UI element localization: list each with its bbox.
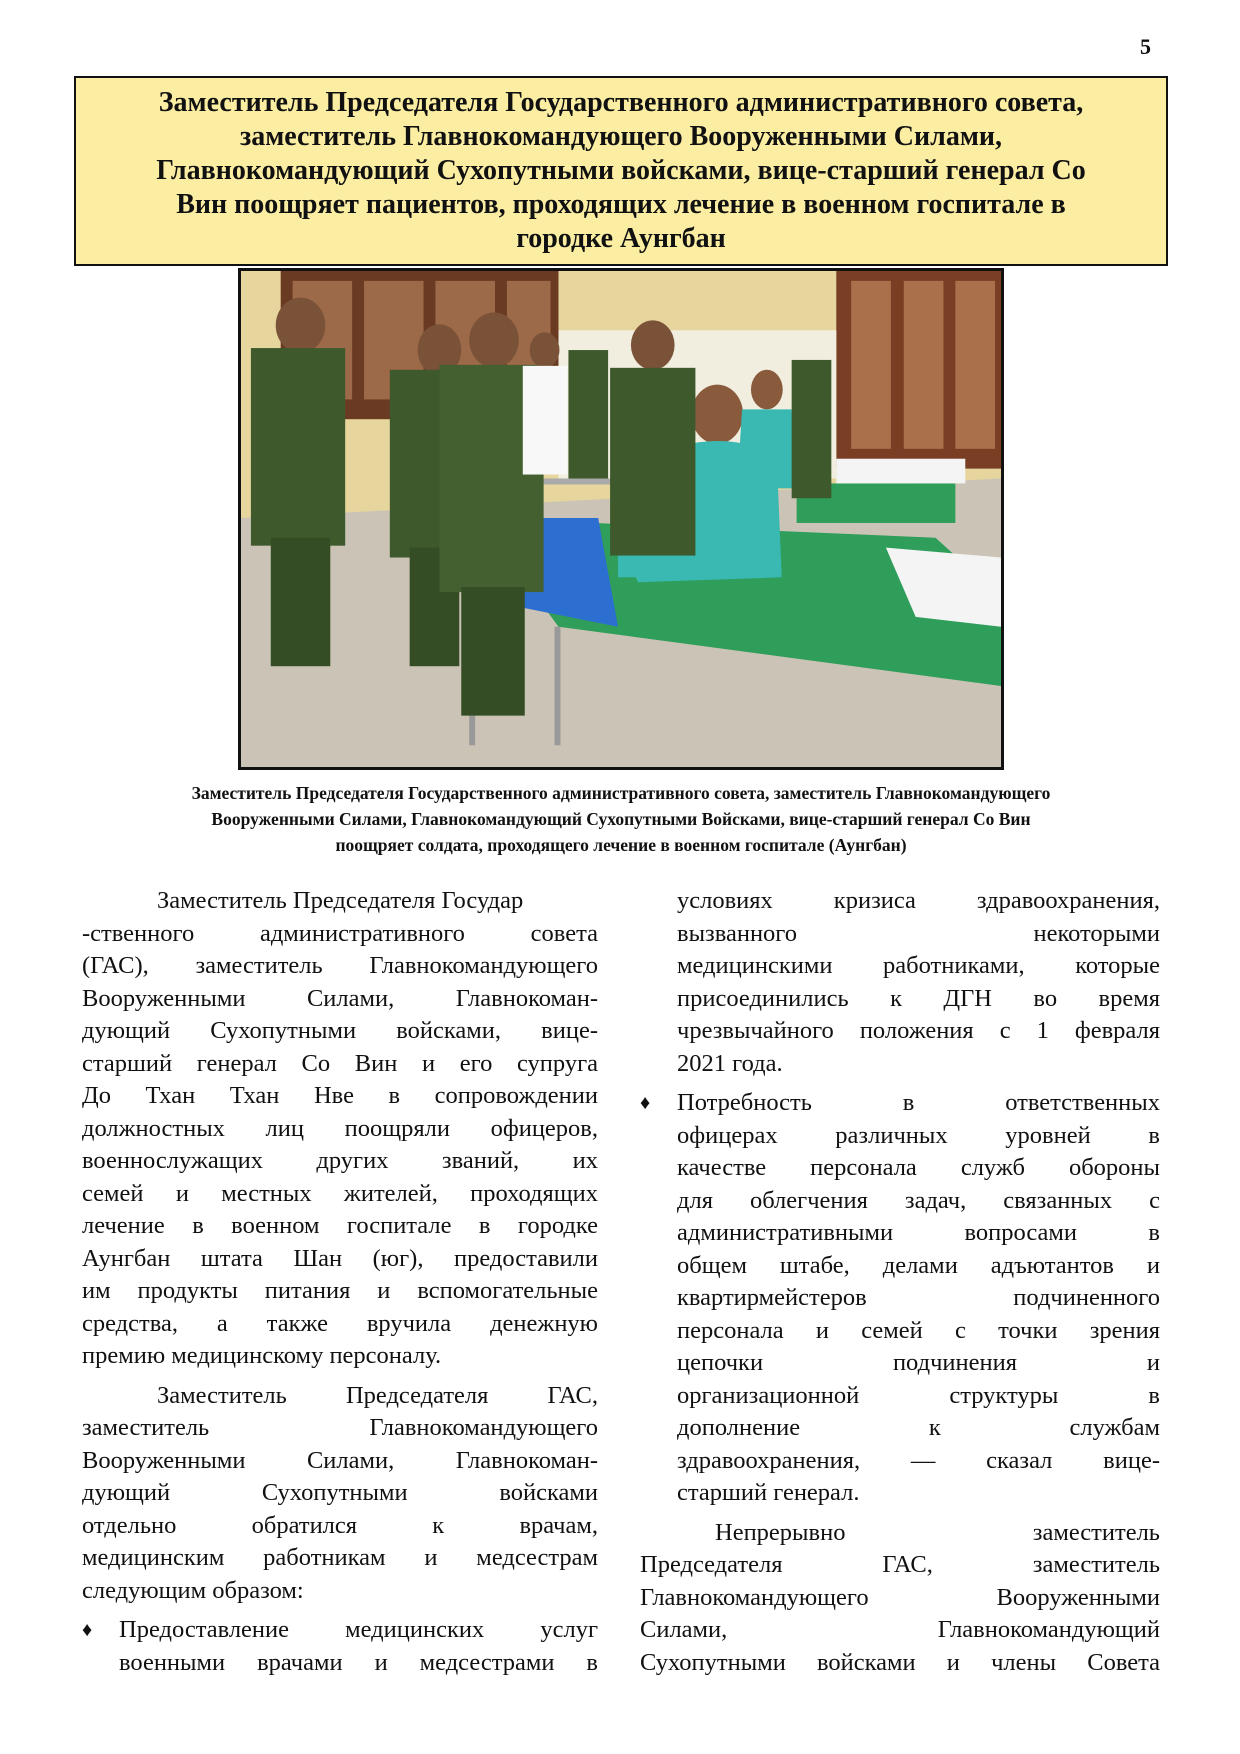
bullet-item-2 xyxy=(640,1087,1160,1510)
caption-line: Вооруженными Силами, Главнокомандующий Сухопутными Войсками, вице-старший генерал Со Вин xyxy=(211,809,1031,829)
text-line: Силами, Главнокомандующий xyxy=(640,1616,1160,1643)
text-line: Главнокомандующего Вооруженными xyxy=(640,1583,1160,1611)
text-line: качестве персонала служб обороны xyxy=(677,1154,1160,1181)
text-line: офицерах различных уровней в xyxy=(677,1121,1160,1149)
text-line: Аунгбан штата Шан (юг), предоставили xyxy=(82,1244,598,1272)
headline-box xyxy=(74,76,1168,266)
text-line: административными вопросами в xyxy=(677,1219,1160,1246)
text-line: квартирмейстеров подчиненного xyxy=(677,1284,1160,1311)
text-line: должностных лиц поощряли офицеров, xyxy=(82,1114,598,1142)
text-line: Потребность в ответственных xyxy=(677,1089,1160,1116)
text-line: следующим образом: xyxy=(82,1576,304,1604)
text-line: военнослужащих других званий, их xyxy=(82,1147,598,1174)
headline-line: Заместитель Председателя Государственного административного совета, xyxy=(158,87,1084,118)
text-line: Председателя ГАС, заместитель xyxy=(640,1551,1160,1578)
text-line: военными врачами и медсестрами в xyxy=(119,1648,598,1676)
text-line: здравоохранения, — сказал вице- xyxy=(677,1446,1160,1474)
text-line: Заместитель Председателя Государ xyxy=(157,887,524,914)
text-line: Заместитель Председателя ГАС, xyxy=(157,1381,598,1409)
text-line: Предоставление медицинских услуг xyxy=(119,1616,598,1643)
headline-line: Главнокомандующий Сухопутными войсками, вице-старший генерал Со xyxy=(156,155,1086,186)
text-line: общем штабе, делами адъютантов и xyxy=(677,1251,1160,1279)
text-line: условиях кризиса здравоохранения, xyxy=(677,887,1160,914)
bullet-item-1-continued xyxy=(640,885,1160,1080)
text-line: лечение в военном госпитале в городке xyxy=(82,1212,598,1239)
headline-line: городке Аунгбан xyxy=(516,223,726,254)
text-line: присоединились к ДГН во время xyxy=(677,984,1160,1012)
text-line: дополнение к службам xyxy=(677,1414,1160,1441)
text-line: заместитель Главнокомандующего xyxy=(82,1414,598,1441)
text-line: (ГАС), заместитель Главнокомандующего xyxy=(82,952,598,979)
paragraph-1 xyxy=(82,885,598,1373)
hospital-ward-photo xyxy=(238,268,1004,770)
caption-line: Заместитель Председателя Государственного административного совета, заместитель Главнокомандующего xyxy=(191,783,1051,803)
text-line: персонала и семей с точки зрения xyxy=(677,1316,1160,1344)
photo-caption xyxy=(74,780,1168,858)
text-line: семей и местных жителей, проходящих xyxy=(82,1179,598,1207)
text-line: -ственного административного совета xyxy=(82,919,598,947)
text-line: отдельно обратился к врачам, xyxy=(82,1511,598,1539)
text-line: Вооруженными Силами, Главнокоман- xyxy=(82,1446,598,1474)
bullet-diamond-icon: ♦ xyxy=(82,1619,93,1641)
text-line: средства, а также вручила денежную xyxy=(82,1309,598,1337)
text-line: До Тхан Тхан Нве в сопровождении xyxy=(82,1082,598,1109)
bullet-item-1 xyxy=(82,1614,598,1679)
text-line: организационной структуры в xyxy=(677,1381,1160,1409)
text-line: медицинским работникам и медсестрам xyxy=(82,1544,598,1571)
text-line: цепочки подчинения и xyxy=(677,1349,1160,1376)
text-line: Непрерывно заместитель xyxy=(715,1518,1160,1546)
right-column xyxy=(640,885,1160,1679)
text-line: старший генерал Со Вин и его супруга xyxy=(82,1049,598,1077)
text-line: им продукты питания и вспомогательные xyxy=(82,1277,598,1304)
text-line: старший генерал. xyxy=(677,1479,860,1506)
text-line: медицинскими работниками, которые xyxy=(677,952,1160,979)
paragraph-3 xyxy=(640,1517,1160,1680)
text-line: для облегчения задач, связанных с xyxy=(677,1186,1160,1214)
text-line: дующий Сухопутными войсками, вице- xyxy=(82,1017,598,1044)
page-number: 5 xyxy=(1140,34,1151,59)
photo-patient-head xyxy=(691,385,743,444)
text-line: чрезвычайного положения с 1 февраля xyxy=(677,1017,1160,1044)
bullet-diamond-icon: ♦ xyxy=(640,1092,651,1114)
text-line: Вооруженными Силами, Главнокоман- xyxy=(82,984,598,1012)
photo-illustration xyxy=(241,271,1001,767)
headline-line: Вин поощряет пациентов, проходящих лечение в военном госпитале в xyxy=(176,189,1066,220)
paragraph-2 xyxy=(82,1380,598,1608)
caption-line: поощряет солдата, проходящего лечение в военном госпитале (Аунгбан) xyxy=(335,835,907,855)
text-line: премию медицинскому персоналу. xyxy=(82,1342,442,1369)
text-line: дующий Сухопутными войсками xyxy=(82,1479,598,1506)
text-line: вызванного некоторыми xyxy=(677,919,1160,947)
text-line: 2021 года. xyxy=(677,1049,783,1077)
text-line: Сухопутными войсками и члены Совета xyxy=(640,1648,1160,1676)
headline-line: заместитель Главнокомандующего Вооруженными Силами, xyxy=(239,121,1003,152)
left-column xyxy=(82,885,598,1679)
